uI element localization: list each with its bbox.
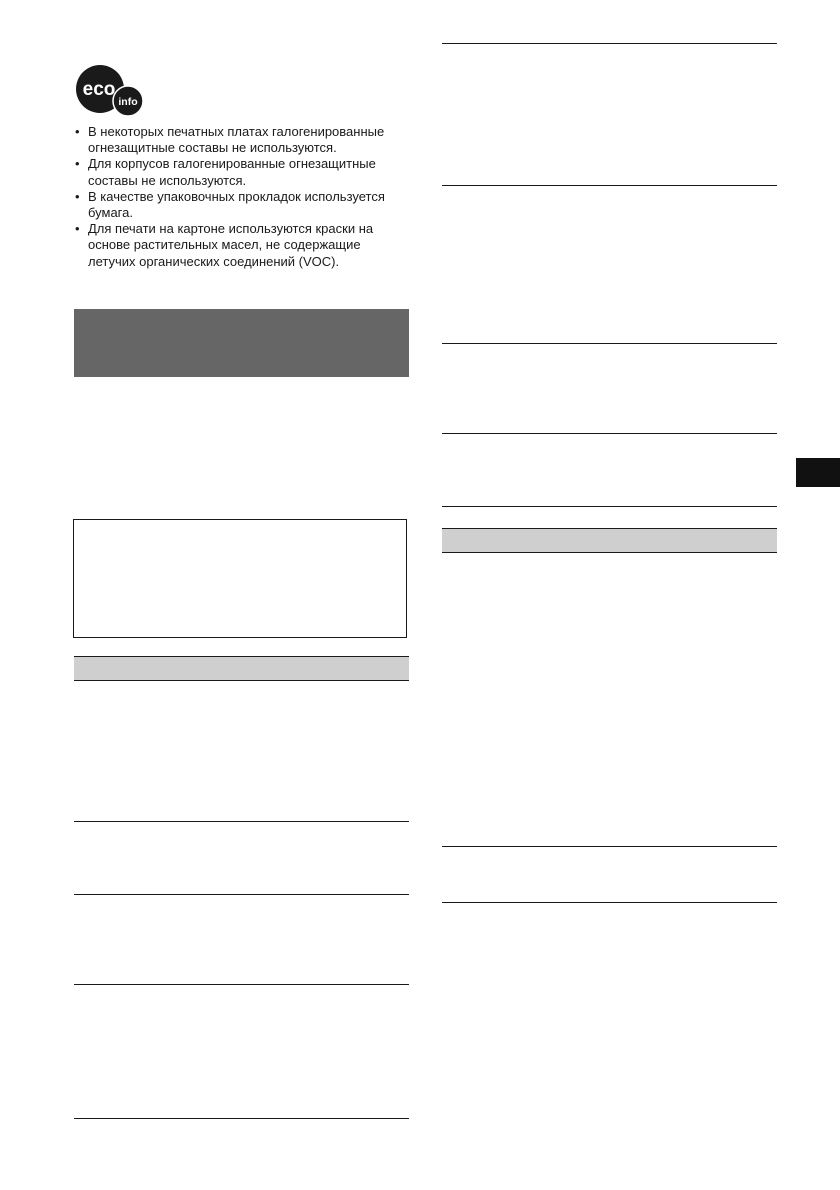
divider-rule [442,185,777,186]
eco-features-list [75,124,410,270]
divider-rule [74,984,409,985]
notice-box [73,519,407,638]
list-item-text: В некоторых печатных платах галогенированные огнезащитные составы не используются. [88,124,385,156]
list-item-text: В качестве упаковочных прокладок используется бумага. [88,188,385,221]
list-item [75,189,410,221]
list-item [75,156,410,188]
divider-rule [442,506,777,507]
divider-rule [74,1118,409,1119]
divider-rule [442,846,777,847]
list-item [75,221,410,270]
list-item-text: Для печати на картоне используются краски на основе растительных масел, не содержащие летучих органических соединений (VOC). [88,221,374,269]
svg-text:eco: eco [82,79,116,100]
svg-text:info: info [118,96,138,108]
divider-rule [442,433,777,434]
bullet-marker: • [75,156,80,172]
divider-rule [442,902,777,903]
bullet-marker: • [75,188,80,204]
language-side-tab [796,458,840,487]
bullet-marker: • [75,221,80,237]
section-header-bar [74,656,409,681]
divider-rule [442,343,777,344]
list-item-text: Для корпусов галогенированные огнезащитные составы не используются. [88,156,376,188]
title-block [74,309,409,377]
divider-rule [74,821,409,822]
eco-info-logo-icon [75,64,145,118]
section-header-bar [442,528,777,553]
divider-rule [74,894,409,895]
bullet-marker: • [75,124,80,139]
list-item [75,124,410,156]
divider-rule [442,43,777,44]
